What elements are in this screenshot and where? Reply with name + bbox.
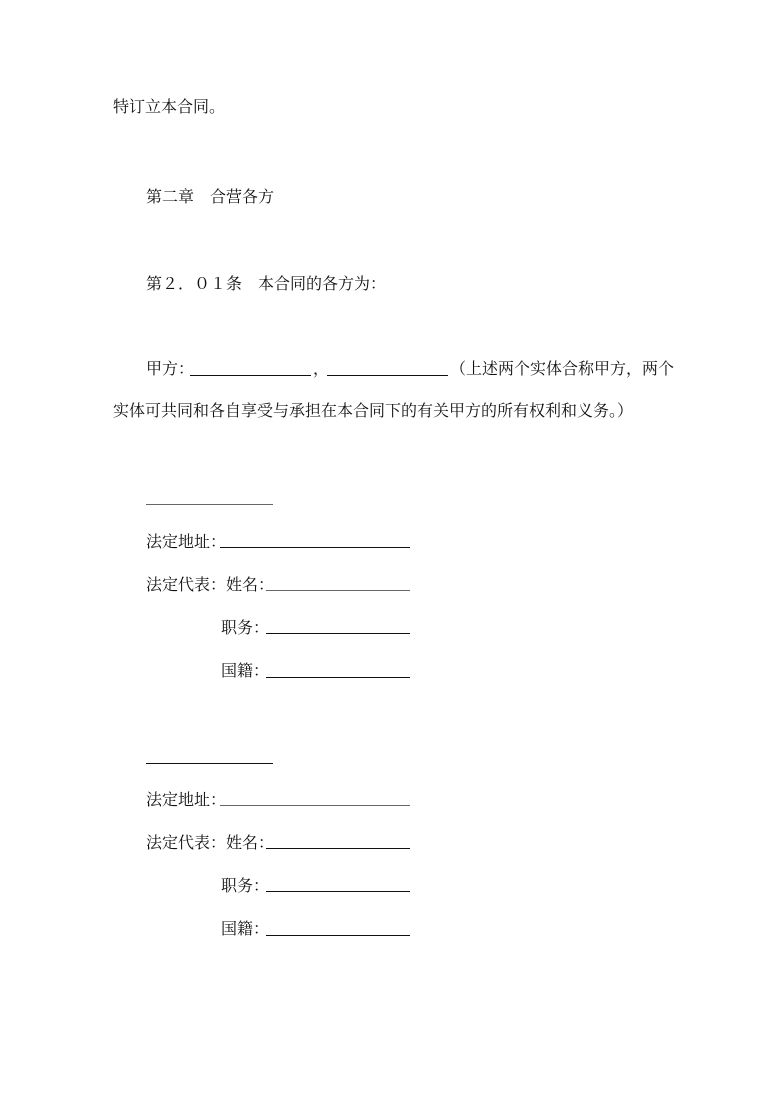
entity-1-position-blank: [266, 633, 410, 634]
entity-2-rep-name-blank: [266, 848, 410, 849]
entity-1-rep-label: 法定代表：姓名：: [146, 575, 275, 594]
entity-1-address-label: 法定地址：: [146, 532, 227, 551]
party-a-label: 甲方：: [146, 359, 195, 378]
entity-1-address-blank: [220, 547, 410, 548]
entity-2-address-blank: [220, 805, 410, 806]
entity-2-position-label: 职务：: [221, 876, 270, 895]
entity-1-nationality-blank: [266, 677, 410, 678]
party-a-name-blank-2: [327, 375, 448, 376]
entity-2-position-blank: [266, 891, 410, 892]
party-a-name-blank-1: [190, 375, 311, 376]
entity-2-name-blank: [146, 763, 273, 764]
entity-1-nationality-label: 国籍：: [221, 661, 270, 680]
party-a-note-line1: （上述两个实体合称甲方，两个: [450, 359, 675, 378]
entity-2-address-label: 法定地址：: [146, 790, 227, 809]
entity-2-nationality-label: 国籍：: [221, 919, 270, 938]
entity-1-rep-name-blank: [266, 590, 410, 591]
entity-2-rep-label: 法定代表：姓名：: [146, 833, 275, 852]
chapter-heading: 第二章 合营各方: [146, 187, 275, 206]
intro-text: 特订立本合同。: [113, 97, 226, 116]
article-heading: 第２．０１条 本合同的各方为：: [146, 274, 387, 293]
entity-1-position-label: 职务：: [221, 618, 270, 637]
entity-1-name-blank: [146, 504, 273, 505]
entity-2-nationality-blank: [266, 935, 410, 936]
party-a-comma: ，: [313, 359, 330, 378]
party-a-note-line2: 实体可共同和各自享受与承担在本合同下的有关甲方的所有权利和义务。）: [113, 401, 634, 420]
